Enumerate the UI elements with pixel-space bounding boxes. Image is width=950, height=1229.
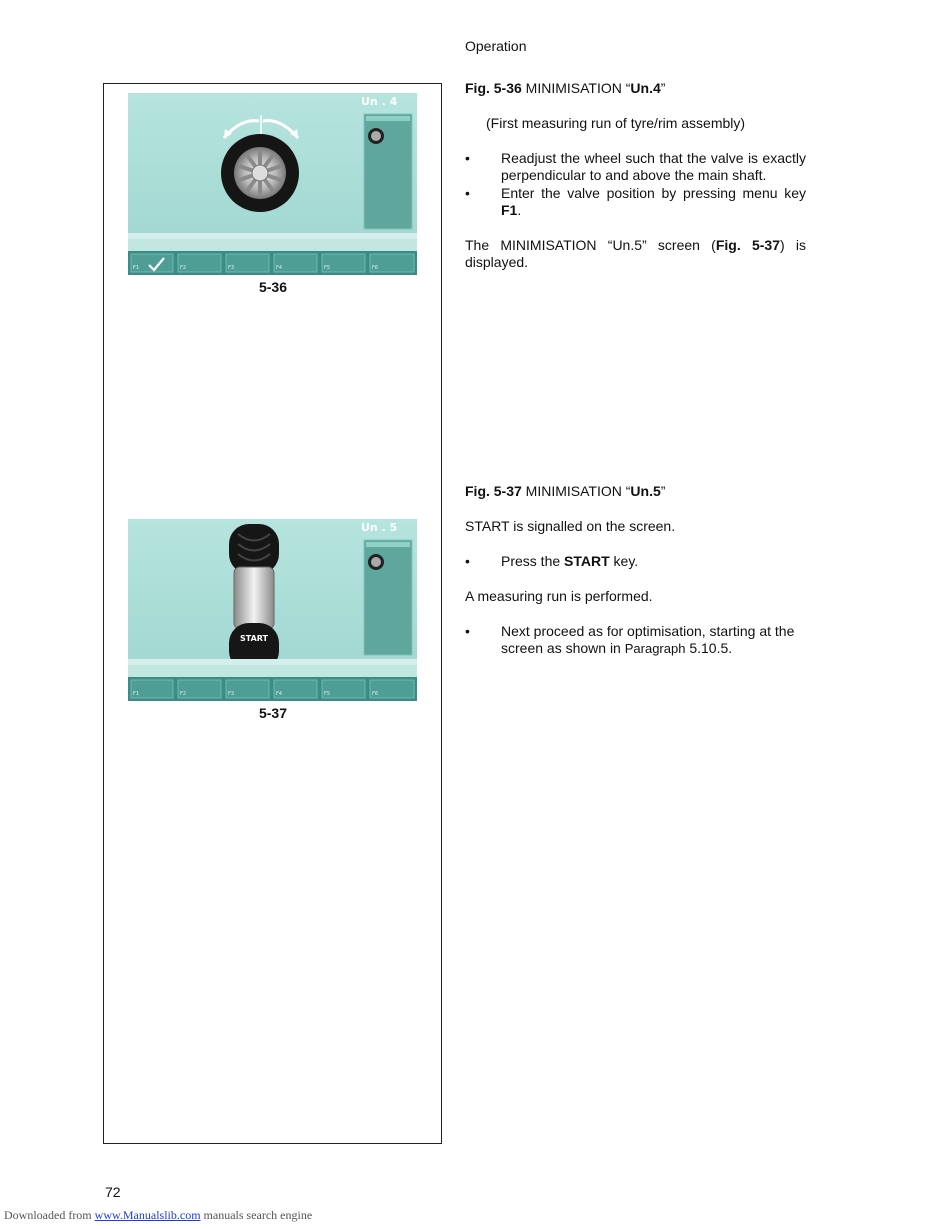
- bullet-icon: •: [465, 150, 470, 166]
- bullet-5-37-2: Next proceed as for optimisation, starting at the screen as shown in Paragraph 5.10.5.: [501, 623, 795, 656]
- bullet-icon: •: [465, 623, 470, 639]
- svg-text:F2: F2: [180, 265, 187, 271]
- svg-text:F6: F6: [372, 691, 379, 697]
- screen-title-36: Un . 4: [361, 95, 398, 108]
- result-5-36: The MINIMISATION “Un.5” screen (Fig. 5-37) is displayed.: [465, 237, 806, 270]
- svg-text:F5: F5: [324, 265, 331, 271]
- figure-caption-5-36: 5-36: [258, 279, 288, 295]
- svg-text:F6: F6: [372, 265, 379, 271]
- svg-text:F5: F5: [324, 691, 331, 697]
- section-title-5-37: Fig. 5-37 MINIMISATION “Un.5”: [465, 483, 666, 499]
- start-label: START: [239, 634, 269, 643]
- bullet-5-37-1: Press the START key.: [501, 553, 639, 569]
- line-5-37-1: START is signalled on the screen.: [465, 518, 676, 534]
- bullet-icon: •: [465, 185, 470, 201]
- svg-text:F3: F3: [228, 691, 235, 697]
- manualslib-link[interactable]: www.Manualslib.com: [94, 1208, 201, 1222]
- svg-text:F4: F4: [276, 265, 283, 271]
- wheel-icon: [221, 134, 299, 212]
- svg-text:F2: F2: [180, 691, 187, 697]
- subtitle-5-36: (First measuring run of tyre/rim assembly): [486, 115, 746, 131]
- bullet-5-36-1: Readjust the wheel such that the valve is exactly perpendicular to and above the main shaft.: [501, 150, 806, 183]
- download-footer: Downloaded from www.Manualslib.com manuals search engine: [4, 1208, 313, 1222]
- svg-text:F3: F3: [228, 265, 235, 271]
- section-title-5-36: Fig. 5-36 MINIMISATION “Un.4”: [465, 80, 666, 96]
- screen-title-37: Un . 5: [361, 521, 398, 534]
- line-5-37-2: A measuring run is performed.: [465, 588, 653, 604]
- page-number: 72: [105, 1184, 121, 1200]
- figure-caption-5-37: 5-37: [258, 705, 288, 721]
- figure-5-37-screen: [128, 519, 417, 701]
- bullet-icon: •: [465, 553, 470, 569]
- svg-text:F4: F4: [276, 691, 283, 697]
- bullet-5-36-2: Enter the valve position by pressing menu key F1.: [501, 185, 806, 218]
- tyre-side-view-icon: [229, 524, 279, 671]
- section-header: Operation: [465, 38, 527, 54]
- svg-text:F1: F1: [133, 265, 140, 271]
- svg-text:F1: F1: [133, 691, 140, 697]
- figure-5-36-screen: [128, 93, 417, 275]
